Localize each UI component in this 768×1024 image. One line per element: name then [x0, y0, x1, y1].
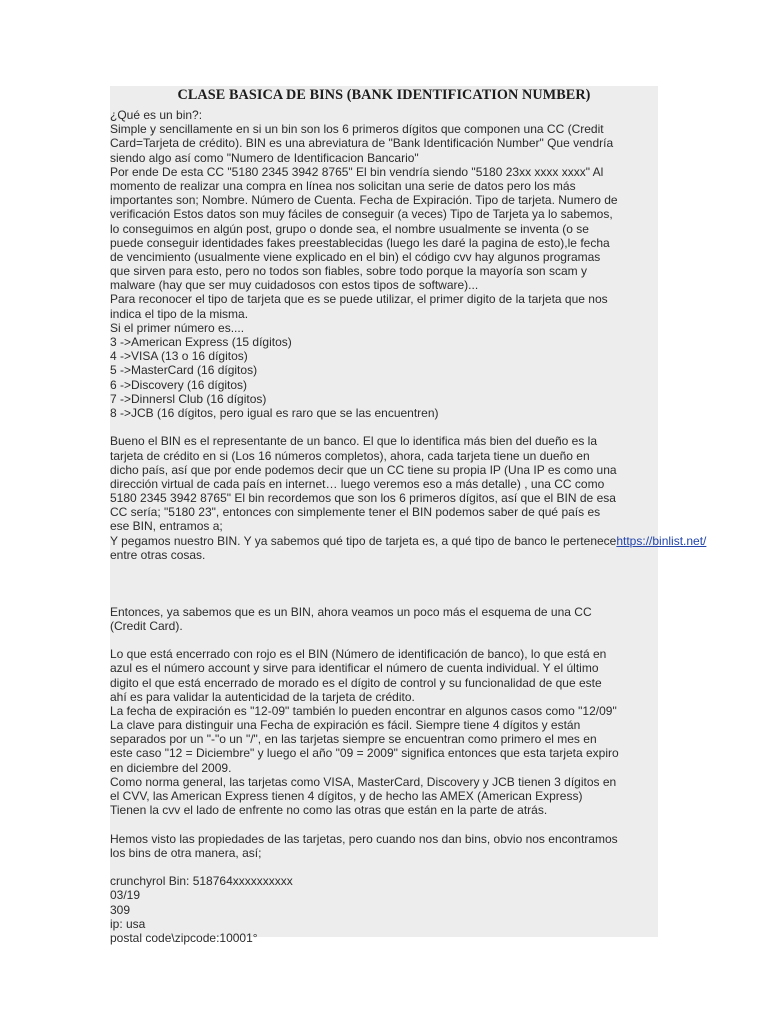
text-line — [110, 533, 707, 548]
text-line — [110, 477, 658, 491]
text-line-content: digito el que está encerrado de morado es el dígito de control y su funcionalidad de que este — [110, 675, 602, 690]
text-line-content: malware (hay que ser muy cuidadosos con estos tipos de software)... — [110, 278, 479, 293]
blank-line — [110, 420, 658, 434]
text-line-content: 5 ->MasterCard (16 dígitos) — [110, 363, 258, 378]
document-title: CLASE BASICA DE BINS (BANK IDENTIFICATION NUMBER) — [177, 87, 591, 103]
binlist-link[interactable]: https://binlist.net/ — [616, 533, 707, 548]
text-line — [110, 832, 658, 846]
text-line — [110, 619, 658, 633]
text-line-content: CC sería; "5180 23", entonces con simplemente tener el BIN podemos saber de qué país es — [110, 505, 601, 520]
text-line — [110, 406, 658, 420]
text-line-content: momento de realizar una compra en línea nos solicitan una serie de datos pero los más — [110, 178, 576, 193]
text-line-content: 03/19 — [110, 888, 141, 903]
blank-line — [110, 590, 658, 604]
text-line — [110, 661, 658, 675]
text-line-content: ¿Qué es un bin?: — [110, 108, 203, 122]
text-line — [110, 789, 658, 803]
text-line-content: tarjeta de crédito en si (Los 16 números completos), ahora, cada tarjeta tiene un dueño en — [110, 448, 590, 463]
text-line — [110, 250, 658, 264]
text-line — [110, 108, 658, 122]
text-line — [110, 931, 658, 945]
text-line-content: puede conseguir identidades fakes preestablecidas (luego les daré la pagina de esto),le fecha — [110, 235, 610, 250]
blank-line — [110, 860, 658, 874]
text-line-content: ip: usa — [110, 916, 146, 931]
text-line-content: dirección virtual de cada país en internet… luego veremos eso a más detalle) , una CC como — [110, 476, 605, 491]
text-line — [110, 378, 658, 392]
text-line-content: ese BIN, entramos a; — [110, 519, 223, 534]
text-line-content: Como norma general, las tarjetas como VISA, MasterCard, Discovery y JCB tienen 3 dígitos en — [110, 774, 617, 789]
text-line — [110, 874, 658, 888]
text-line-content: 309 — [110, 902, 131, 917]
blank-line — [110, 562, 658, 576]
text-line-content: verificación Estos datos son muy fáciles de conseguir (a veces) Tipo de Tarjeta ya lo sabemos, — [110, 207, 613, 222]
text-line — [110, 449, 658, 463]
text-line-content: 4 ->VISA (13 o 16 dígitos) — [110, 349, 248, 364]
text-line — [110, 846, 658, 860]
document-body — [110, 108, 707, 945]
text-line-content: La fecha de expiración es "12-09" también lo pueden encontrar en algunos casos como "12/09" — [110, 703, 617, 718]
text-line — [110, 165, 658, 179]
text-line-content: este caso "12 = Diciembre" y luego el año "09 = 2009" significa entonces que esta tarjeta expiro — [110, 746, 619, 761]
text-line-content: Tienen la cvv el lado de enfrente no como las otras que están en la parte de atrás. — [110, 803, 548, 818]
text-line-content: La clave para distinguir una Fecha de expiración es fácil. Siempre tiene 4 dígitos y están — [110, 718, 581, 733]
text-line — [110, 236, 658, 250]
text-line-content: separados por un "-"o un "/", en las tarjetas siempre se encuentran como primero el mes en — [110, 732, 597, 747]
text-line — [110, 349, 658, 363]
text-line — [110, 888, 658, 902]
text-line-content: entre otras cosas. — [110, 547, 206, 562]
text-line — [110, 548, 658, 562]
text-line — [110, 676, 658, 690]
text-line — [110, 746, 658, 760]
text-line — [110, 222, 658, 236]
text-line-content: Hemos visto las propiedades de las tarjetas, pero cuando nos dan bins, obvio nos encontramos — [110, 831, 618, 846]
text-line-content: los bins de otra manera, así; — [110, 845, 262, 860]
document-page — [110, 86, 707, 945]
text-line — [110, 463, 658, 477]
text-line-content: siendo algo así como "Numero de Identificacion Bancario" — [110, 150, 419, 165]
text-line-content: 6 ->Discovery (16 dígitos) — [110, 377, 248, 392]
text-line — [110, 491, 658, 505]
text-line — [110, 335, 658, 349]
text-line-content: de vencimiento (usualmente viene explicado en el bin) el código cvv hay algunos programas — [110, 249, 601, 264]
text-line — [110, 151, 658, 165]
text-line — [110, 803, 658, 817]
text-line — [110, 307, 658, 321]
text-line-content: Si el primer número es.... — [110, 320, 245, 335]
text-line-content: Lo que está encerrado con rojo es el BIN (Número de identificación de banco), lo que está en — [110, 647, 607, 662]
text-line — [110, 193, 658, 207]
text-line-content: Simple y sencillamente en si un bin son los 6 primeros dígitos que componen una CC (Credit — [110, 122, 604, 137]
text-line — [110, 179, 658, 193]
text-line-content: indica el tipo de la misma. — [110, 306, 249, 321]
text-line — [110, 122, 658, 136]
text-line-content: Y pegamos nuestro BIN. Y ya sabemos qué tipo de tarjeta es, a qué tipo de banco le pertenece — [110, 533, 617, 548]
text-line-content: Card=Tarjeta de crédito). BIN es una abreviatura de "Bank Identificación Number" Que vendría — [110, 136, 614, 151]
text-line — [110, 392, 658, 406]
text-line-content: ahí es para validar la autenticidad de la tarjeta de crédito. — [110, 689, 415, 704]
text-line — [110, 292, 658, 306]
text-line — [110, 505, 658, 519]
text-line-content: 3 ->American Express (15 dígitos) — [110, 335, 292, 349]
text-line-content: en diciembre del 2009. — [110, 760, 232, 775]
text-line — [110, 917, 658, 931]
text-line — [110, 647, 658, 661]
text-line — [110, 136, 658, 150]
text-line-content: el CVV, las American Express tienen 4 dígitos, y de hecho las AMEX (American Express) — [110, 789, 583, 803]
text-line — [110, 264, 658, 278]
text-line-content: lo conseguimos en algún post, grupo o donde sea, el nombre usualmente se inventa (o se — [110, 221, 589, 236]
blank-line — [110, 633, 658, 647]
text-line-content: Entonces, ya sabemos que es un BIN, ahora veamos un poco más el esquema de una CC — [110, 604, 592, 619]
text-line-content: (Credit Card). — [110, 618, 183, 633]
text-line — [110, 718, 658, 732]
text-line — [110, 605, 658, 619]
text-line — [110, 321, 658, 335]
text-line — [110, 278, 658, 292]
text-line — [110, 704, 658, 718]
text-line-content: Bueno el BIN es el representante de un banco. El que lo identifica más bien del dueño es la — [110, 434, 597, 449]
text-line-content: que sirven para esto, pero no todos son fiables, sobre todo porque la mayoría son scam y — [110, 264, 587, 279]
text-line — [110, 207, 658, 221]
text-line-content: 8 ->JCB (16 dígitos, pero igual es raro que se las encuentren) — [110, 405, 439, 420]
text-line — [110, 732, 658, 746]
text-line — [110, 434, 658, 448]
text-line — [110, 519, 658, 533]
text-line-content: 7 ->Dinnersl Club (16 dígitos) — [110, 391, 267, 406]
blank-line — [110, 576, 658, 590]
text-line — [110, 690, 658, 704]
text-line — [110, 775, 658, 789]
text-line — [110, 363, 658, 377]
text-line-content: dicho país, así que por ende podemos decir que un CC tiene su propia IP (Una IP es como una — [110, 462, 617, 477]
blank-line — [110, 817, 658, 831]
text-line-content: Por ende De esta CC "5180 2345 3942 8765" El bin vendría siendo "5180 23xx xxxx xxxx" Al — [110, 164, 604, 179]
text-line — [110, 761, 658, 775]
text-line-content: Para reconocer el tipo de tarjeta que es se puede utilizar, el primer digito de la tarjeta que nos — [110, 292, 608, 307]
text-line-content: 5180 2345 3942 8765" El bin recordemos que son los 6 primeros dígitos, así que el BIN de esa — [110, 491, 616, 506]
text-line-content: importantes son; Nombre. Número de Cuenta. Fecha de Expiración. Tipo de tarjeta. Numero de — [110, 193, 618, 208]
text-line-content: azul es el número account y sirve para identificar el número de cuenta individual. Y el último — [110, 661, 599, 676]
text-line — [110, 903, 658, 917]
text-line-content: postal code\zipcode:10001° — [110, 930, 258, 945]
text-line-content: crunchyrol Bin: 518764xxxxxxxxxx — [110, 874, 293, 889]
